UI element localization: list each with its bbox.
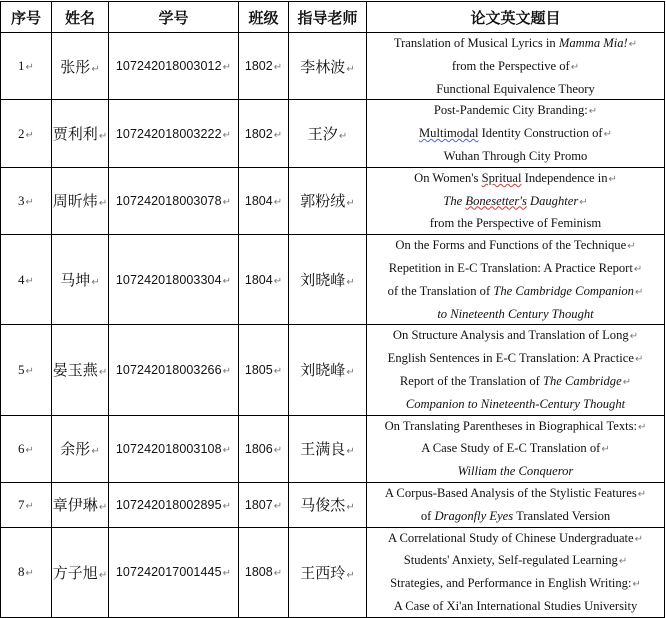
title-segment: Wuhan Through City Promo — [443, 148, 588, 163]
thesis-title-line — [367, 79, 664, 100]
paragraph-mark-icon: ↵ — [25, 444, 34, 456]
advisor-name-text: 刘晓峰 — [300, 361, 346, 380]
thesis-title — [367, 100, 665, 167]
thesis-title — [367, 235, 665, 325]
title-segment: A Case Study of E-C Translation of — [421, 441, 601, 456]
title-segment: Spritual — [481, 170, 522, 185]
header-title: 论文英文题目 — [367, 2, 665, 33]
student-name-text: 晏玉燕 — [52, 361, 98, 380]
paragraph-mark-icon: ↵ — [91, 63, 100, 75]
student-id-text: 107242018002895 — [115, 497, 222, 512]
thesis-title — [367, 527, 665, 617]
class-number-text: 1804 — [244, 272, 273, 287]
student-id — [109, 527, 239, 617]
class-number — [239, 325, 289, 415]
table-row — [1, 235, 665, 325]
thesis-title-line — [367, 146, 664, 167]
advisor-name — [289, 33, 367, 100]
class-number — [239, 482, 289, 527]
advisor-name — [289, 235, 367, 325]
title-segment: On the Forms and Functions of the Technique — [395, 238, 627, 253]
row-number-text: 8 — [18, 564, 25, 580]
thesis-title-line — [367, 168, 664, 191]
thesis-table — [0, 1, 665, 618]
title-segment: of the Translation of — [387, 283, 494, 298]
table-row — [1, 527, 665, 617]
paragraph-mark-icon: ↵ — [629, 331, 639, 343]
class-number — [239, 167, 289, 234]
advisor-name-text: 刘晓峰 — [300, 271, 346, 290]
advisor-name — [289, 482, 367, 527]
advisor-name-text: 李林波 — [300, 57, 346, 76]
thesis-title-line — [367, 483, 664, 506]
header-row — [1, 2, 665, 33]
row-number-text: 3 — [18, 192, 25, 208]
header-no: 序号 — [1, 2, 52, 33]
paragraph-mark-icon: ↵ — [632, 579, 641, 591]
paragraph-mark-icon: ↵ — [222, 444, 232, 456]
thesis-title-line — [367, 596, 664, 617]
paragraph-mark-icon: ↵ — [222, 196, 232, 208]
advisor-name-text: 马俊杰 — [300, 496, 346, 515]
advisor-name-text: 王满良 — [300, 440, 346, 459]
row-number — [1, 527, 52, 617]
student-name — [52, 33, 109, 100]
paragraph-mark-icon: ↵ — [633, 263, 643, 275]
class-number — [239, 527, 289, 617]
thesis-title-line — [367, 371, 664, 394]
paragraph-mark-icon: ↵ — [25, 275, 34, 287]
paragraph-mark-icon: ↵ — [98, 367, 108, 379]
student-name-text: 余彤 — [60, 440, 91, 459]
title-segment: The Cambridge — [542, 373, 622, 388]
class-number-text: 1802 — [244, 126, 273, 141]
paragraph-mark-icon: ↵ — [627, 241, 636, 253]
header-advisor: 指导老师 — [289, 2, 367, 33]
title-segment: William the Conqueror — [457, 464, 574, 479]
title-segment: Dragonfly Eyes — [434, 508, 514, 523]
thesis-title-line — [367, 33, 664, 56]
thesis-title-line — [367, 191, 664, 214]
class-number — [239, 33, 289, 100]
row-number — [1, 235, 52, 325]
student-name-text: 马坤 — [60, 271, 91, 290]
thesis-title-line — [367, 438, 664, 461]
title-segment: Translated Version — [513, 508, 611, 523]
title-segment: Daughter — [526, 193, 579, 208]
paragraph-mark-icon: ↵ — [603, 129, 613, 141]
header-student-id: 学号 — [109, 2, 239, 33]
paragraph-mark-icon: ↵ — [273, 568, 283, 580]
paragraph-mark-icon: ↵ — [608, 173, 617, 185]
thesis-title-line — [367, 123, 664, 146]
title-segment: Independence in — [521, 170, 608, 185]
title-segment: English Sentences in E-C Translation: A Practice — [387, 351, 634, 366]
thesis-title — [367, 482, 665, 527]
table-row — [1, 33, 665, 100]
paragraph-mark-icon: ↵ — [622, 376, 632, 388]
student-id — [109, 33, 239, 100]
title-segment: Functional Equivalence Theory — [436, 81, 595, 96]
table-row — [1, 415, 665, 482]
paragraph-mark-icon: ↵ — [98, 198, 108, 210]
title-segment: from the Perspective of Feminism — [429, 216, 602, 231]
paragraph-mark-icon: ↵ — [25, 129, 34, 141]
paragraph-mark-icon: ↵ — [601, 444, 610, 456]
title-segment: The Cambridge Companion — [493, 283, 634, 298]
class-number-text: 1806 — [244, 441, 273, 456]
student-name — [52, 100, 109, 167]
student-name-text: 周昕炜 — [52, 192, 98, 211]
thesis-title-line — [367, 550, 664, 573]
advisor-name-text: 王西玲 — [300, 563, 346, 582]
paragraph-mark-icon: ↵ — [346, 277, 355, 289]
row-number — [1, 325, 52, 415]
paragraph-mark-icon: ↵ — [25, 500, 34, 512]
paragraph-mark-icon: ↵ — [638, 421, 647, 433]
class-number — [239, 415, 289, 482]
title-segment: Identity Construction of — [478, 126, 603, 141]
paragraph-mark-icon: ↵ — [273, 129, 283, 141]
title-segment: Multimodal — [418, 126, 479, 141]
title-segment: of — [420, 508, 435, 523]
paragraph-mark-icon: ↵ — [222, 365, 232, 377]
header-name: 姓名 — [52, 2, 109, 33]
row-number-text: 7 — [18, 496, 25, 512]
class-number — [239, 235, 289, 325]
row-number-text: 5 — [18, 361, 25, 377]
paragraph-mark-icon: ↵ — [98, 569, 108, 581]
class-number-text: 1802 — [244, 59, 273, 74]
student-name-text: 张彤 — [60, 57, 91, 76]
paragraph-mark-icon: ↵ — [273, 275, 283, 287]
thesis-title-line — [367, 258, 664, 281]
paragraph-mark-icon: ↵ — [634, 354, 644, 366]
row-number-text: 1 — [18, 58, 25, 74]
title-segment: A Correlational Study of Chinese Undergraduate — [387, 530, 634, 545]
title-segment: Companion to Nineteenth-Century Thought — [405, 396, 626, 411]
student-name — [52, 325, 109, 415]
paragraph-mark-icon: ↵ — [346, 198, 355, 210]
paragraph-mark-icon: ↵ — [222, 500, 232, 512]
student-id-text: 107242018003108 — [115, 441, 222, 456]
title-segment: Students' Anxiety, Self-regulated Learning — [403, 553, 618, 568]
paragraph-mark-icon: ↵ — [618, 556, 628, 568]
class-number-text: 1808 — [244, 565, 273, 580]
student-id-text: 107242018003078 — [115, 193, 222, 208]
table-row — [1, 482, 665, 527]
advisor-name — [289, 527, 367, 617]
paragraph-mark-icon: ↵ — [25, 62, 34, 74]
paragraph-mark-icon: ↵ — [273, 444, 283, 456]
title-segment: Translation of Musical Lyrics in — [393, 36, 559, 50]
paragraph-mark-icon: ↵ — [273, 62, 283, 74]
thesis-title-line — [367, 281, 664, 304]
thesis-title-line — [367, 100, 664, 123]
class-number-text: 1805 — [244, 362, 273, 377]
thesis-title — [367, 325, 665, 415]
class-number-text: 1804 — [244, 193, 273, 208]
student-id — [109, 167, 239, 234]
student-name — [52, 235, 109, 325]
paragraph-mark-icon: ↵ — [273, 500, 283, 512]
paragraph-mark-icon: ↵ — [346, 569, 355, 581]
thesis-title-line — [367, 394, 664, 415]
thesis-title-line — [367, 304, 664, 325]
thesis-title — [367, 415, 665, 482]
advisor-name-text: 王汐 — [307, 125, 338, 144]
student-id — [109, 100, 239, 167]
row-number — [1, 415, 52, 482]
paragraph-mark-icon: ↵ — [346, 367, 355, 379]
class-number-text: 1807 — [244, 497, 273, 512]
paragraph-mark-icon: ↵ — [98, 131, 108, 143]
student-id — [109, 482, 239, 527]
row-number — [1, 482, 52, 527]
paragraph-mark-icon: ↵ — [25, 568, 34, 580]
thesis-title-line — [367, 506, 664, 527]
title-segment: A Case of Xi'an International Studies University — [393, 598, 638, 613]
title-segment: Repetition in E-C Translation: A Practice Report — [388, 260, 633, 275]
title-segment: Post-Pandemic City Branding: — [433, 103, 588, 118]
title-segment: On Translating Parentheses in Biographical Texts: — [384, 418, 638, 433]
title-segment: Bonesetter's — [465, 193, 527, 208]
title-segment: Strategies, and Performance in English Writing: — [390, 576, 632, 591]
title-segment: The — [443, 193, 466, 208]
paragraph-mark-icon: ↵ — [98, 502, 108, 514]
row-number — [1, 100, 52, 167]
table-row — [1, 100, 665, 167]
paragraph-mark-icon: ↵ — [25, 196, 34, 208]
paragraph-mark-icon: ↵ — [637, 488, 647, 500]
paragraph-mark-icon: ↵ — [222, 568, 232, 580]
thesis-title-line — [367, 461, 664, 482]
thesis-title-line — [367, 348, 664, 371]
paragraph-mark-icon: ↵ — [273, 365, 283, 377]
paragraph-mark-icon: ↵ — [91, 277, 100, 289]
advisor-name-text: 郭粉绒 — [300, 192, 346, 211]
student-name-text: 贾利利 — [52, 125, 98, 144]
student-id-text: 107242018003012 — [115, 59, 222, 74]
row-number — [1, 33, 52, 100]
header-class: 班级 — [239, 2, 289, 33]
advisor-name — [289, 167, 367, 234]
title-segment: On Women's — [414, 170, 482, 185]
student-id — [109, 415, 239, 482]
paragraph-mark-icon: ↵ — [273, 196, 283, 208]
student-id-text: 107242018003304 — [115, 272, 222, 287]
paragraph-mark-icon: ↵ — [570, 61, 580, 73]
title-segment: from the Perspective of — [451, 58, 570, 73]
advisor-name — [289, 100, 367, 167]
student-name-text: 方子旭 — [52, 563, 98, 582]
thesis-title-line — [367, 573, 664, 596]
paragraph-mark-icon: ↵ — [222, 62, 232, 74]
paragraph-mark-icon: ↵ — [91, 446, 100, 458]
title-segment: A Corpus-Based Analysis of the Stylistic Features — [384, 485, 637, 500]
paragraph-mark-icon: ↵ — [588, 106, 598, 118]
student-name — [52, 415, 109, 482]
student-id — [109, 235, 239, 325]
row-number-text: 2 — [18, 125, 25, 141]
thesis-title-line — [367, 325, 664, 348]
paragraph-mark-icon: ↵ — [628, 39, 638, 50]
paragraph-mark-icon: ↵ — [579, 196, 588, 208]
row-number-text: 6 — [18, 440, 25, 456]
paragraph-mark-icon: ↵ — [634, 286, 644, 298]
thesis-title-line — [367, 213, 664, 234]
title-segment: to Nineteenth Century Thought — [437, 306, 594, 321]
advisor-name — [289, 325, 367, 415]
student-id-text: 107242018003266 — [115, 362, 222, 377]
table-row — [1, 167, 665, 234]
thesis-title-line — [367, 416, 664, 439]
title-segment: Report of the Translation of — [399, 373, 543, 388]
thesis-title — [367, 33, 665, 100]
row-number-text: 4 — [18, 271, 25, 287]
paragraph-mark-icon: ↵ — [222, 275, 232, 287]
class-number — [239, 100, 289, 167]
student-id — [109, 325, 239, 415]
paragraph-mark-icon: ↵ — [346, 63, 355, 75]
student-name — [52, 482, 109, 527]
paragraph-mark-icon: ↵ — [338, 131, 348, 143]
advisor-name — [289, 415, 367, 482]
table-row — [1, 325, 665, 415]
student-id-text: 107242017001445 — [115, 565, 222, 580]
paragraph-mark-icon: ↵ — [634, 533, 644, 545]
title-segment: Mamma Mia! — [558, 36, 628, 50]
student-id-text: 107242018003222 — [115, 126, 222, 141]
paragraph-mark-icon: ↵ — [222, 129, 232, 141]
student-name-text: 章伊琳 — [52, 496, 98, 515]
row-number — [1, 167, 52, 234]
paragraph-mark-icon: ↵ — [25, 365, 34, 377]
thesis-title-line — [367, 56, 664, 79]
thesis-title-line — [367, 235, 664, 258]
title-segment: On Structure Analysis and Translation of Long — [392, 328, 629, 343]
thesis-title — [367, 167, 665, 234]
thesis-title-line — [367, 528, 664, 551]
student-name — [52, 167, 109, 234]
paragraph-mark-icon: ↵ — [346, 446, 355, 458]
paragraph-mark-icon: ↵ — [346, 502, 355, 514]
student-name — [52, 527, 109, 617]
